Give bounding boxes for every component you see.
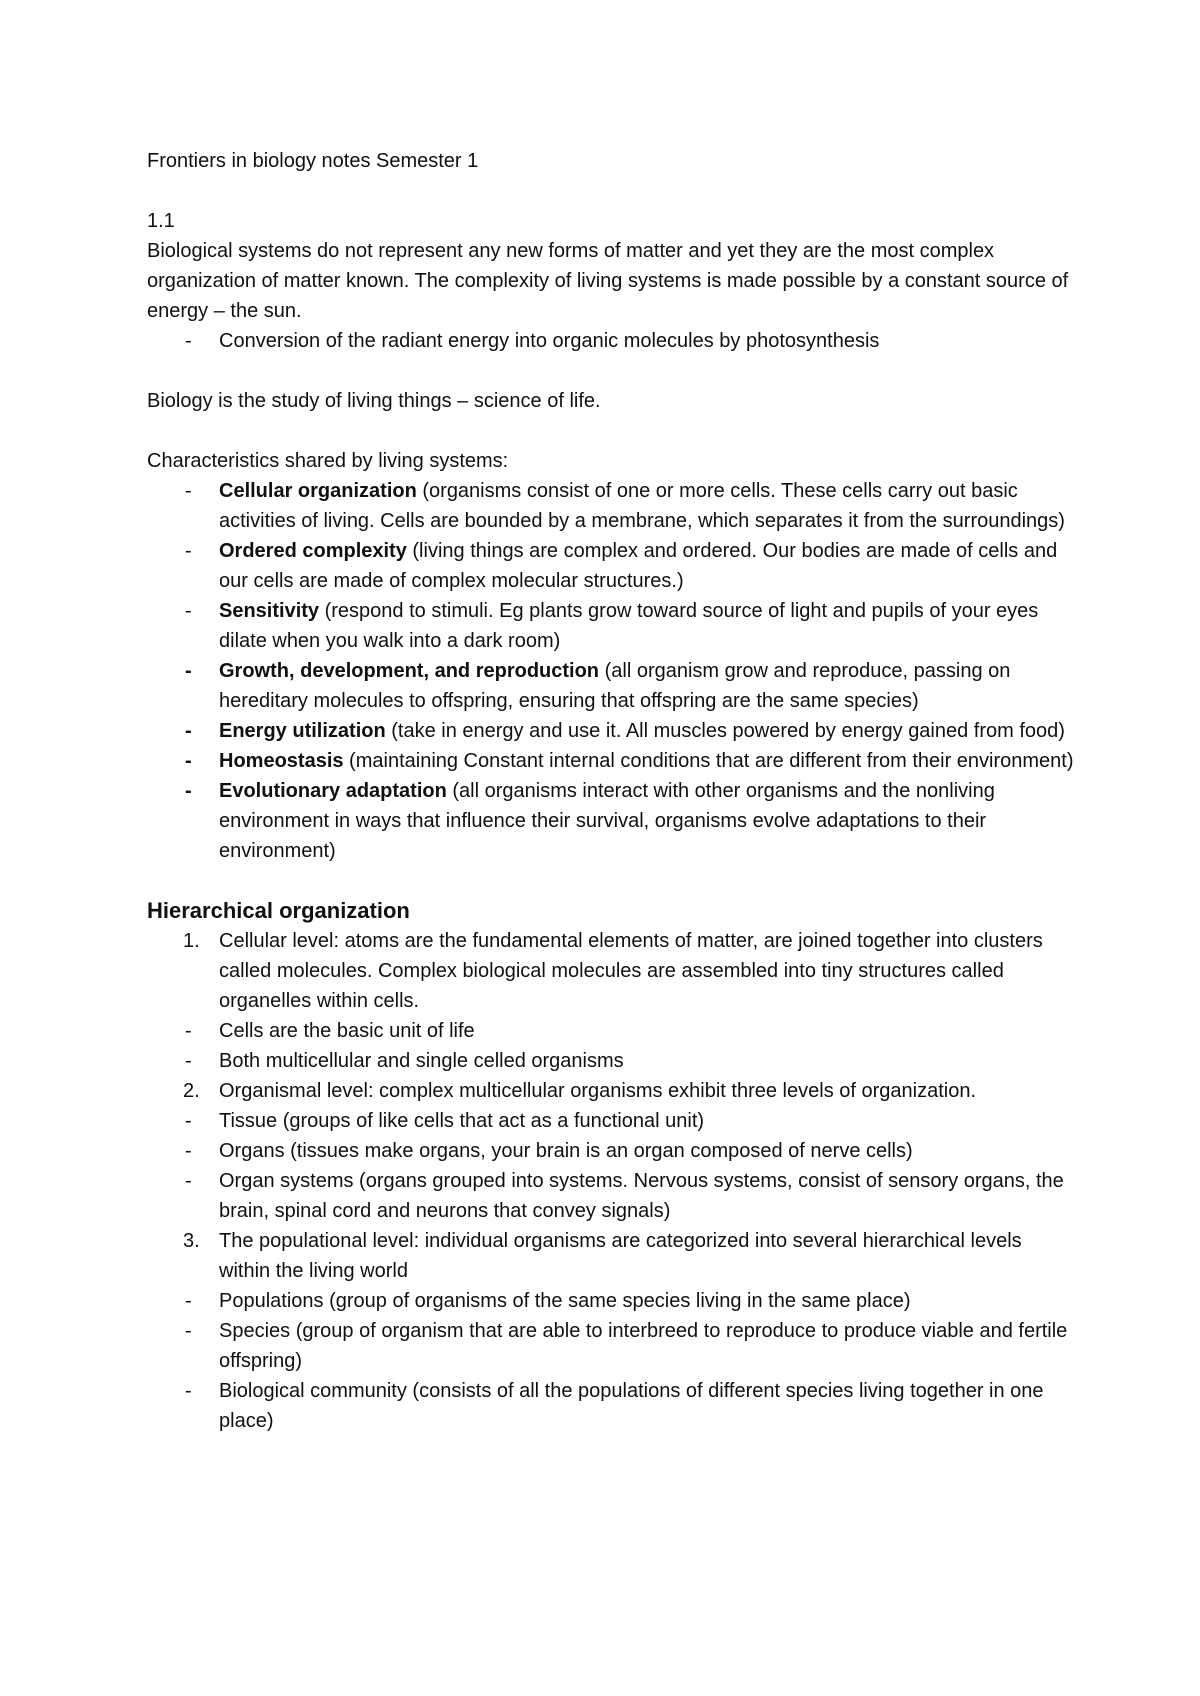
list-number: 1. — [183, 930, 200, 952]
list-bullet: - — [185, 780, 192, 802]
list-item-text: Cells are the basic unit of life — [219, 1020, 475, 1042]
list-item-text: (all organisms interact with other organisms and the nonliving environment in ways that influence their survival, organisms evolve adaptations to their environment) — [219, 780, 995, 862]
list-item-text: (organisms consist of one or more cells. These cells carry out basic activities of living. Cells are bounded by a membrane, which separates it from the surroundings) — [219, 480, 1065, 532]
list-bullet: - — [185, 1140, 192, 1162]
spacer — [147, 866, 1077, 896]
list-number: 3. — [183, 1230, 200, 1252]
list-bullet: - — [185, 1290, 192, 1312]
list-item — [147, 1316, 1077, 1376]
list-bullet: - — [185, 1170, 192, 1192]
list-item — [147, 1136, 1077, 1166]
list-item-text: Populations (group of organisms of the same species living in the same place) — [219, 1290, 911, 1312]
biology-definition: Biology is the study of living things – science of life. — [147, 390, 601, 412]
list-item-term: Evolutionary adaptation — [219, 780, 447, 802]
list-item-term: Energy utilization — [219, 720, 386, 742]
section-number: 1.1 — [147, 210, 175, 232]
list-item — [147, 596, 1077, 656]
list-item — [147, 1166, 1077, 1226]
list-item-text: Organ systems (organs grouped into systems. Nervous systems, consist of sensory organs, the brain, spinal cord and neurons that convey signals) — [219, 1170, 1064, 1222]
list-item — [147, 1286, 1077, 1316]
list-item — [147, 536, 1077, 596]
list-bullet: - — [185, 600, 192, 622]
section-heading: Hierarchical organization — [147, 898, 410, 923]
list-item-text: The populational level: individual organisms are categorized into several hierarchical levels within the living world — [219, 1230, 1022, 1282]
spacer — [147, 356, 1077, 386]
list-item-text: Conversion of the radiant energy into organic molecules by photosynthesis — [219, 330, 880, 352]
list-item-text: Both multicellular and single celled organisms — [219, 1050, 624, 1072]
list-item — [147, 476, 1077, 536]
spacer — [147, 176, 1077, 206]
list-item — [147, 656, 1077, 716]
list-item-term: Cellular organization — [219, 480, 417, 502]
list-bullet: - — [185, 660, 192, 682]
list-item — [147, 1046, 1077, 1076]
list-bullet: - — [185, 480, 192, 502]
list-item-text: Species (group of organism that are able to interbreed to reproduce to produce viable and fertile offspring) — [219, 1320, 1068, 1372]
list-bullet: - — [185, 1380, 192, 1402]
list-bullet: - — [185, 540, 192, 562]
list-item — [147, 1016, 1077, 1046]
list-bullet: - — [185, 1050, 192, 1072]
list-item-text: Tissue (groups of like cells that act as a functional unit) — [219, 1110, 705, 1132]
list-item-text: Organs (tissues make organs, your brain is an organ composed of nerve cells) — [219, 1140, 913, 1162]
list-item — [147, 926, 1077, 1016]
list-item-term: Sensitivity — [219, 600, 320, 622]
list-item-term: Growth, development, and reproduction — [219, 660, 600, 682]
list-item-text: Organismal level: complex multicellular organisms exhibit three levels of organization. — [219, 1080, 977, 1102]
list-item — [147, 716, 1077, 746]
list-item-text: (take in energy and use it. All muscles powered by energy gained from food) — [385, 720, 1065, 742]
document-page — [147, 146, 1077, 1436]
list-item-text: (all organism grow and reproduce, passing on hereditary molecules to offspring, ensuring that offspring are the same species) — [219, 660, 1011, 712]
list-item — [147, 1076, 1077, 1106]
list-item — [147, 1106, 1077, 1136]
list-item-term: Ordered complexity — [219, 540, 407, 562]
list-item — [147, 1376, 1077, 1436]
spacer — [147, 416, 1077, 446]
list-item: - Conversion of the radiant energy into organic molecules by photosynthesis — [185, 330, 880, 352]
document-title: Frontiers in biology notes Semester 1 — [147, 150, 479, 172]
list-item-text: (maintaining Constant internal conditions that are different from their environment) — [343, 750, 1074, 772]
list-bullet: - — [185, 1020, 192, 1042]
list-bullet: - — [185, 1110, 192, 1132]
characteristics-list — [147, 476, 1077, 866]
hierarchy-list — [147, 926, 1077, 1436]
list-number: 2. — [183, 1080, 200, 1102]
list-bullet: - — [185, 750, 192, 772]
list-item-text: Cellular level: atoms are the fundamental elements of matter, are joined together into clusters called molecules. Complex biological molecules are assembled into tiny structures called organelles within cells. — [219, 930, 1043, 1012]
list-bullet: - — [185, 720, 192, 742]
list-item — [147, 776, 1077, 866]
list-item-text: (living things are complex and ordered. Our bodies are made of cells and our cells are made of complex molecular structures.) — [219, 540, 1058, 592]
list-item — [147, 746, 1077, 776]
section-paragraph: Biological systems do not represent any new forms of matter and yet they are the most complex organization of matter known. The complexity of living systems is made possible by a constant source of energy – the sun. — [147, 240, 1069, 322]
list-item — [147, 1226, 1077, 1286]
characteristics-intro: Characteristics shared by living systems: — [147, 450, 509, 472]
list-bullet: - — [185, 1320, 192, 1342]
list-item-text: (respond to stimuli. Eg plants grow toward source of light and pupils of your eyes dilate when you walk into a dark room) — [219, 600, 1039, 652]
list-item-term: Homeostasis — [219, 750, 344, 772]
list-item-text: Biological community (consists of all the populations of different species living together in one place) — [219, 1380, 1044, 1432]
